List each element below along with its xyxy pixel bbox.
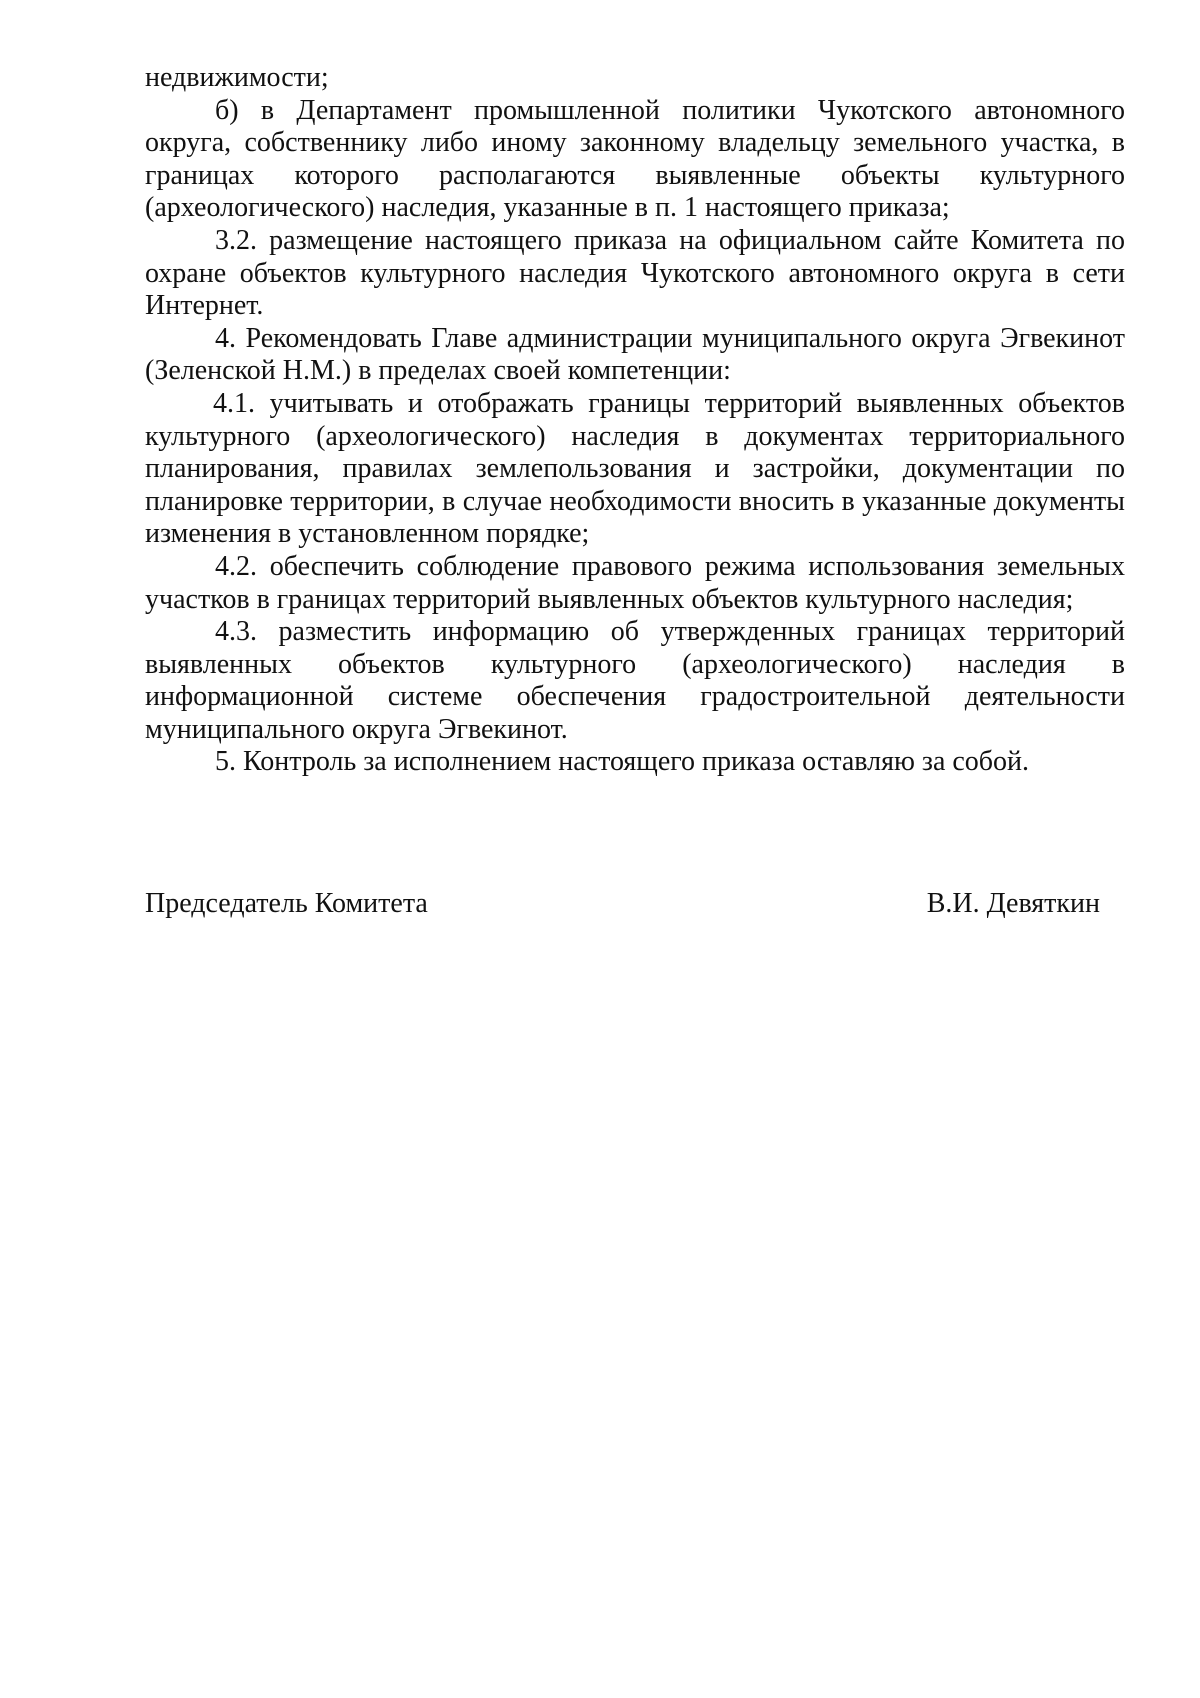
paragraph-4: 4. Рекомендовать Главе администрации муниципального округа Эгвекинот (Зеленской Н.М.) в пределах своей компетенции:	[145, 322, 1125, 387]
paragraph-5: 5. Контроль за исполнением настоящего приказа оставляю за собой.	[215, 746, 1030, 778]
paragraph-4-3: 4.3. разместить информацию об утвержденных границах территорий выявленных объектов культурного (археологического) наследия в информационной системе обеспечения градостроительной деятельности муниципального округа Эгвекинот.	[145, 616, 1125, 745]
paragraph-continuation: недвижимости;	[145, 62, 329, 93]
paragraph-3-2: 3.2. размещение настоящего приказа на официальном сайте Комитета по охране объектов культурного наследия Чукотского автономного округа в сети Интернет.	[145, 224, 1125, 322]
signatory-position: Председатель Комитета	[145, 888, 428, 919]
paragraph-4-1: 4.1. учитывать и отображать границы территорий выявленных объектов культурного (археологического) наследия в документах территориального планирования, правилах землепользования и застройки, документации по планировке территории, в случае необходимости вносить в указанные документы изменения в установленном порядке;	[145, 387, 1125, 550]
paragraph-3-1-b: б) в Департамент промышленной политики Чукотского автономного округа, собственнику либо иному законному владельцу земельного участка, в границах которого располагаются выявленные объекты культурного (археологического) наследия, указанные в п. 1 настоящего приказа;	[145, 94, 1125, 224]
paragraph-4-2: 4.2. обеспечить соблюдение правового режима использования земельных участков в границах территорий выявленных объектов культурного наследия;	[145, 550, 1125, 615]
document-body	[145, 62, 1125, 779]
signatory-name: В.И. Девяткин	[926, 888, 1100, 919]
